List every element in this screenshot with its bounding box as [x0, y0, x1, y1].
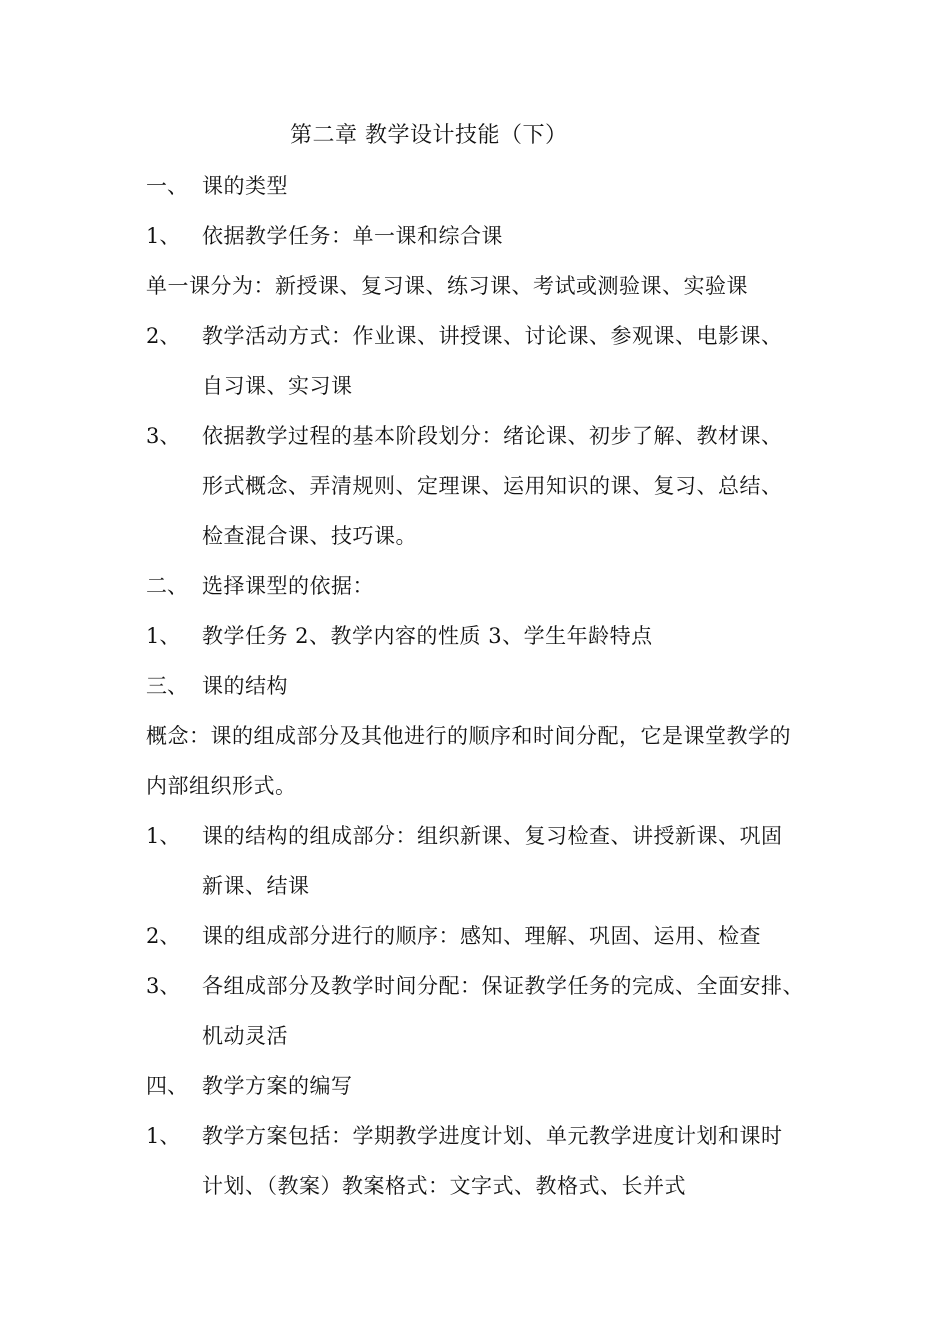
body-line: 依据教学任务：单一课和综合课: [202, 224, 503, 248]
body-line: 教学方案包括：学期教学进度计划、单元教学进度计划和课时: [202, 1124, 783, 1148]
body-line-continued: 形式概念、弄清规则、定理课、运用知识的课、复习、总结、: [202, 474, 783, 498]
item-marker: 1、: [146, 624, 181, 648]
body-line-continued: 自习课、实习课: [202, 374, 353, 398]
item-marker: 1、: [146, 1124, 181, 1148]
item-marker: 3、: [146, 424, 181, 448]
body-line-continued: 机动灵活: [202, 1024, 288, 1048]
section-marker-1: 一、: [146, 174, 188, 198]
body-line-continued: 检查混合课、技巧课。: [202, 524, 417, 548]
section-marker-3: 三、: [146, 674, 188, 698]
body-line: 教学活动方式：作业课、讲授课、讨论课、参观课、电影课、: [202, 324, 783, 348]
body-line: 课的组成部分进行的顺序：感知、理解、巩固、运用、检查: [202, 924, 761, 948]
item-marker: 1、: [146, 824, 181, 848]
item-marker: 1、: [146, 224, 181, 248]
body-line-continued: 新课、结课: [202, 874, 310, 898]
body-line: 课的结构的组成部分：组织新课、复习检查、讲授新课、巩固: [202, 824, 783, 848]
body-line-flush: 概念：课的组成部分及其他进行的顺序和时间分配，它是课堂教学的: [146, 724, 791, 748]
section-marker-2: 二、: [146, 574, 188, 598]
body-line: 教学任务 2、教学内容的性质 3、学生年龄特点: [202, 624, 653, 648]
item-marker: 2、: [146, 324, 181, 348]
body-line: 依据教学过程的基本阶段划分：绪论课、初步了解、教材课、: [202, 424, 783, 448]
chapter-title: 第二章 教学设计技能（下）: [290, 123, 568, 148]
item-marker: 3、: [146, 974, 181, 998]
item-marker: 2、: [146, 924, 181, 948]
body-line-flush: 单一课分为：新授课、复习课、练习课、考试或测验课、实验课: [146, 274, 748, 298]
body-line: 各组成部分及教学时间分配：保证教学任务的完成、全面安排、: [202, 974, 804, 998]
section-heading-selection-basis: 选择课型的依据：: [202, 574, 374, 598]
section-heading-teaching-plan: 教学方案的编写: [202, 1074, 353, 1098]
section-heading-lesson-types: 课的类型: [202, 174, 288, 198]
section-heading-lesson-structure: 课的结构: [202, 674, 288, 698]
body-line-continued: 计划、（教案）教案格式：文字式、教格式、长并式: [202, 1174, 686, 1198]
body-line-flush: 内部组织形式。: [146, 774, 297, 798]
section-marker-4: 四、: [146, 1074, 188, 1098]
